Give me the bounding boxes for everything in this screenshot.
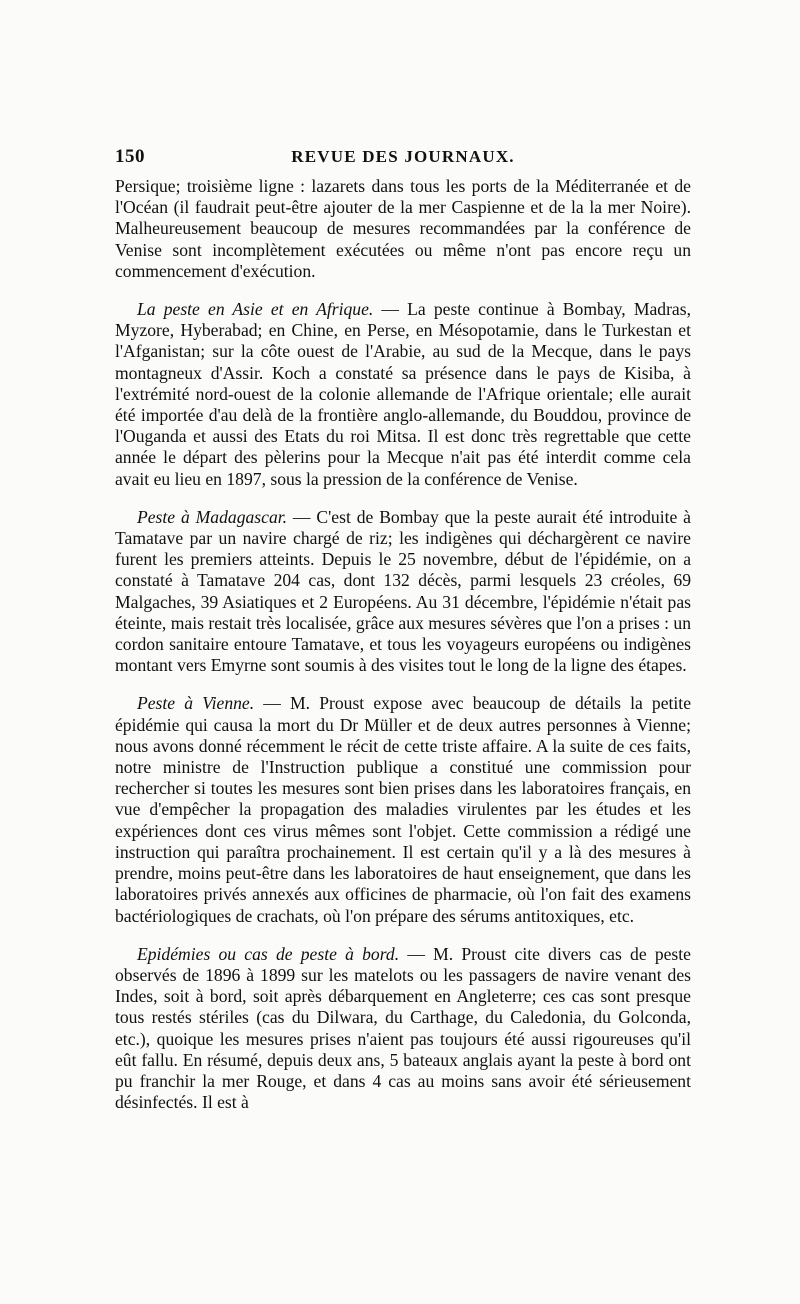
paragraph-vienne [115,693,691,926]
paragraph-asie-afrique [115,299,691,490]
page-header [115,146,691,172]
running-head: REVUE DES JOURNAUX. [291,147,515,166]
section-heading: La peste en Asie et en Afrique. [137,299,374,320]
paragraph-text: — La peste continue à Bombay, Madras, Myzore, Hyberabad; en Chine, en Perse, en Mésopotamie, dans le Turkestan et l'Afganistan; sur la côte ouest de l'Arabie, au sud de la Mecque, dans le pays montagneux d'Assir. Koch a constaté sa présence dans le pays de Kisiba, à l'extrémité nord-ouest de la colonie allemande de l'Afrique orientale; elle aurait été importée d'au delà de la frontière anglo-allemande, du Bouddou, province de l'Ouganda et aussi des Etats du roi Mitsa. Il est donc très regrettable que cette année le départ des pèlerins pour la Mecque n'ait pas été interdit comme cela avait eu lieu en 1897, sous la pression de la conférence de Venise. [115,299,691,489]
section-heading: Epidémies ou cas de peste à bord. [137,943,400,964]
paragraph-persique [115,176,691,282]
paragraph-madagascar [115,507,691,677]
section-heading: Peste à Madagascar. [137,506,288,527]
paragraph-text: Persique; troisième ligne : lazarets dans tous les ports de la Méditerranée et de l'Océan (il faudrait peut-être ajouter de la mer Caspienne et de la la mer Noire). Malheureusement beaucoup de mesures recommandées par la conférence de Venise sont incomplètement exécutées ou même n'ont pas encore reçu un commencement d'exécution. [115,176,691,281]
paragraph-text: — M. Proust cite divers cas de peste observés de 1896 à 1899 sur les matelots ou les passagers de navire venant des Indes, soit à bord, soit après débarquement en Angleterre; ces cas sont presque tous restés stériles (cas du Dilwara, du Carthage, du Caledonia, du Golconda, etc.), quoique les mesures prises n'aient pas toujours été aussi rigoureuses qu'il eût fallu. En résumé, depuis deux ans, 5 bateaux anglais ayant la peste à bord ont pu franchir la mer Rouge, et dans 4 cas au moins sans avoir été sérieusement désinfectés. Il est à [115,943,691,1113]
paragraph-epidemies-bord [115,944,691,1114]
paragraph-text: — C'est de Bombay que la peste aurait été introduite à Tamatave par un navire chargé de riz; les indigènes qui déchargèrent ce navire furent les premiers atteints. Depuis le 25 novembre, début de l'épidémie, on a constaté à Tamatave 204 cas, dont 132 décès, parmi lesquels 23 créoles, 69 Malgaches, 39 Asiatiques et 2 Européens. Au 31 décembre, l'épidémie n'était pas éteinte, mais restait très localisée, grâce aux mesures sévères que l'on a prises : un cordon sanitaire entoure Tamatave, et tous les voyageurs européens ou indigènes montant vers Emyrne sont soumis à des visites tout le long de la ligne des étapes. [115,506,691,676]
page-number: 150 [115,146,145,167]
paragraph-text: — M. Proust expose avec beaucoup de détails la petite épidémie qui causa la mort du Dr Müller et de deux autres personnes à Vienne; nous avons donné récemment le récit de cette triste affaire. A la suite de ces faits, notre ministre de l'Instruction publique a constitué une commission pour rechercher si toutes les mesures sont bien prises dans les laboratoires français, en vue d'empêcher la propagation des maladies virulentes par les études et les expériences dont ces virus mêmes sont l'objet. Cette commission a rédigé une instruction qui paraîtra prochainement. Il est certain qu'il y a là des mesures à prendre, moins peut-être dans les laboratoires de haut enseignement, que dans les laboratoires privés annexés aux officines de pharmacie, où l'on fait des examens bactériologiques de crachats, où l'on prépare des sérums antitoxiques, etc. [115,693,692,926]
article-body [115,176,691,1130]
section-heading: Peste à Vienne. [137,693,255,714]
